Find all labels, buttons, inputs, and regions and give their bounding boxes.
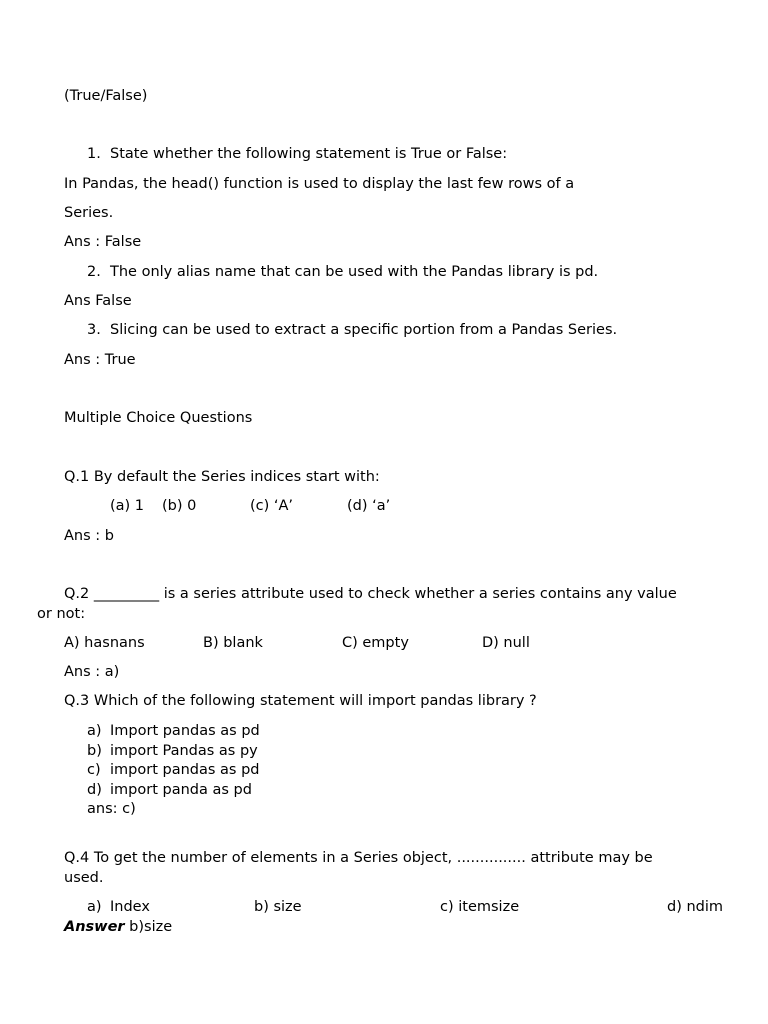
mcq-1-option-c: (c) ‘A’	[250, 498, 294, 514]
tf-question-text: Slicing can be used to extract a specific portion from a Pandas Series.	[110, 322, 618, 338]
tf-answer-2: Ans False	[64, 293, 132, 309]
section-heading-true-false: (True/False)	[64, 88, 148, 104]
tf-question-text: State whether the following statement is True or False:	[110, 146, 508, 162]
mcq-answer-3: ans: c)	[87, 801, 136, 817]
tf-number: 2.	[87, 264, 101, 280]
mcq-3-option-d	[87, 781, 252, 799]
mcq-question-4-cont: used.	[64, 870, 104, 886]
tf-question-1-statement: In Pandas, the head() function is used to display the last few rows of a	[64, 176, 575, 192]
mcq-4-option-c: c) itemsize	[440, 899, 520, 915]
tf-answer-1: Ans : False	[64, 234, 142, 250]
mcq-answer-2: Ans : a)	[64, 664, 120, 680]
mcq-answer-4	[64, 918, 172, 936]
option-text: Index	[110, 899, 150, 915]
mcq-4-option-b: b) size	[254, 899, 302, 915]
option-text: import panda as pd	[110, 782, 252, 798]
mcq-3-option-c	[87, 761, 259, 779]
mcq-4-option-a	[87, 898, 150, 916]
option-letter: a)	[87, 899, 102, 915]
mcq-3-option-b	[87, 742, 258, 760]
tf-question-2	[87, 263, 598, 281]
mcq-4-option-d: d) ndim	[667, 899, 724, 915]
tf-number: 1.	[87, 146, 101, 162]
tf-question-1-statement-cont: Series.	[64, 205, 114, 221]
section-heading-mcq: Multiple Choice Questions	[64, 410, 253, 426]
option-letter: a)	[87, 723, 102, 739]
option-letter: d)	[87, 782, 102, 798]
mcq-question-4: Q.4 To get the number of elements in a Series object, ............... attribute may be	[64, 850, 653, 866]
mcq-2-option-c: C) empty	[342, 635, 409, 651]
option-text: Import pandas as pd	[110, 723, 260, 739]
mcq-2-option-a: A) hasnans	[64, 635, 145, 651]
option-letter: c)	[87, 762, 101, 778]
mcq-3-option-a	[87, 722, 260, 740]
tf-question-text: The only alias name that can be used with the Pandas library is pd.	[110, 264, 599, 280]
mcq-1-option-a: (a) 1	[110, 498, 145, 514]
mcq-question-1: Q.1 By default the Series indices start with:	[64, 469, 380, 485]
tf-answer-3: Ans : True	[64, 352, 136, 368]
mcq-answer-1: Ans : b	[64, 528, 114, 544]
mcq-question-2-cont: or not:	[37, 606, 86, 622]
mcq-1-option-d: (d) ‘a’	[347, 498, 391, 514]
tf-number: 3.	[87, 322, 101, 338]
mcq-question-2: Q.2 _________ is a series attribute used to check whether a series contains any value	[64, 586, 677, 602]
mcq-2-option-b: B) blank	[203, 635, 263, 651]
answer-label: Answer	[64, 919, 125, 935]
option-text: import pandas as pd	[110, 762, 260, 778]
option-letter: b)	[87, 743, 102, 759]
answer-value: b)size	[124, 919, 173, 935]
mcq-2-option-d: D) null	[482, 635, 530, 651]
tf-question-1	[87, 145, 507, 163]
mcq-question-3: Q.3 Which of the following statement will import pandas library ?	[64, 693, 537, 709]
option-text: import Pandas as py	[110, 743, 258, 759]
tf-question-3	[87, 321, 617, 339]
mcq-1-option-b: (b) 0	[162, 498, 197, 514]
